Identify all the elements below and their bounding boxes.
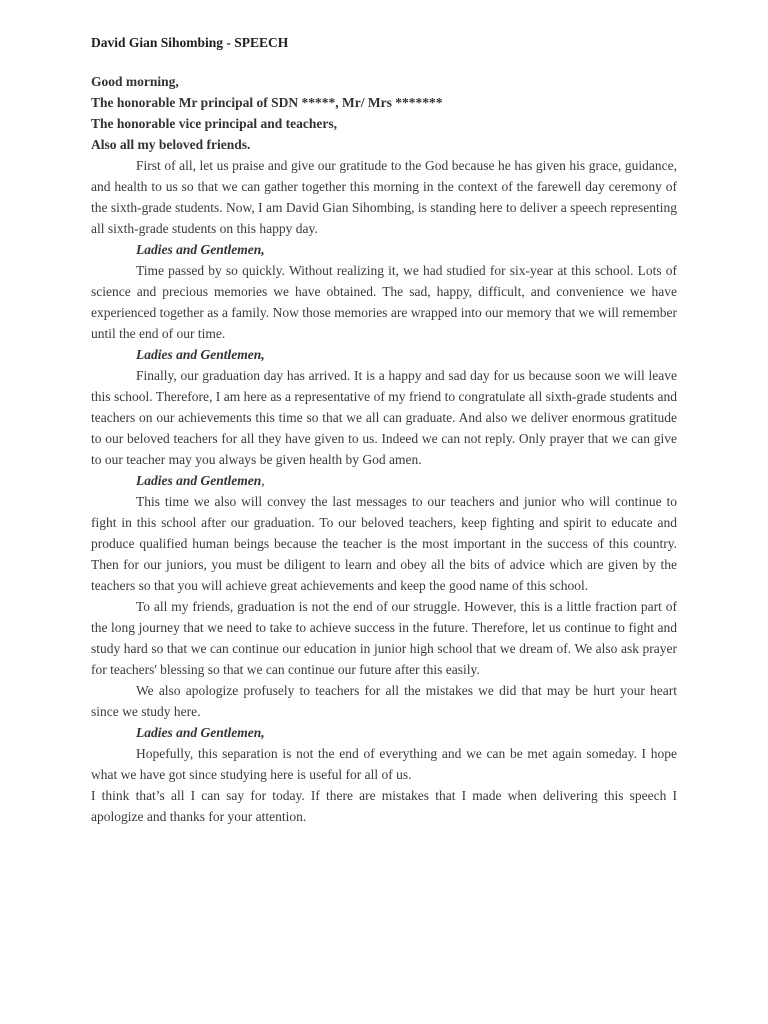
paragraph-4: This time we also will convey the last messages to our teachers and junior who will continue to fight in this school after our graduation. To our beloved teachers, keep fighting and spirit to educate and produce qualified human beings because the teacher is the most important in the success of this country. Then for our juniors, you must be diligent to learn and obey all the bits of advice which are given by the teachers so that you will achieve great achievements and keep the good name of this school. (91, 494, 677, 593)
paragraph-3: Finally, our graduation day has arrived. It is a happy and sad day for us because soon we will leave this school. Therefore, I am here as a representative of my friend to congratulate all sixth-grade students and teachers on our achievements this time so that we all can graduate. And also we deliver enormous gratitude to our beloved teachers for all they have given to us. Indeed we can not reply. Only prayer that we can give to our teacher may you always be given health by God amen. (91, 368, 677, 467)
address-term: Ladies and Gentlemen (136, 347, 262, 362)
address-term: Ladies and Gentlemen (136, 242, 262, 257)
paragraph-8: I think that’s all I can say for today. If there are mistakes that I made when delivering this speech I apologize and thanks for your attention. (91, 788, 677, 824)
address-comma: , (261, 242, 265, 257)
address-comma: , (261, 473, 265, 488)
document-title: David Gian Sihombing - SPEECH (91, 35, 289, 50)
greeting-line-2: The honorable Mr principal of SDN *****, Mr/ Mrs ******* (91, 95, 443, 110)
paragraph-5: To all my friends, graduation is not the end of our struggle. However, this is a little fraction part of the long journey that we need to take to achieve success in the future. Therefore, let us continue to fight and study hard so that we can continue our education in junior high school that we dream of. We also ask prayer for teachers' blessing so that we can continue our future after this easily. (91, 599, 677, 677)
address-ladies-gentlemen-3 (91, 470, 677, 491)
address-ladies-gentlemen-1 (91, 239, 677, 260)
greeting-line-1: Good morning, (91, 74, 179, 89)
address-term: Ladies and Gentlemen (136, 725, 262, 740)
greeting-line-3: The honorable vice principal and teachers, (91, 116, 337, 131)
address-ladies-gentlemen-2 (91, 344, 677, 365)
address-comma: , (261, 725, 265, 740)
address-comma: , (261, 347, 265, 362)
greeting-line-4: Also all my beloved friends. (91, 137, 251, 152)
address-term: Ladies and Gentlemen (136, 473, 262, 488)
paragraph-2: Time passed by so quickly. Without realizing it, we had studied for six-year at this school. Lots of science and precious memories we have obtained. The sad, happy, difficult, and convenience we have experienced together as a family. Now those memories are wrapped into our memory that we will remember until the end of our time. (91, 263, 677, 341)
paragraph-6: We also apologize profusely to teachers for all the mistakes we did that may be hurt your heart since we study here. (91, 683, 677, 719)
paragraph-7: Hopefully, this separation is not the end of everything and we can be met again someday. I hope what we have got since studying here is useful for all of us. (91, 746, 677, 782)
paragraph-1: First of all, let us praise and give our gratitude to the God because he has given his grace, guidance, and health to us so that we can gather together this morning in the context of the farewell day ceremony of the sixth-grade students. Now, I am David Gian Sihombing, is standing here to deliver a speech representing all sixth-grade students on this happy day. (91, 158, 677, 236)
address-ladies-gentlemen-4 (91, 722, 677, 743)
